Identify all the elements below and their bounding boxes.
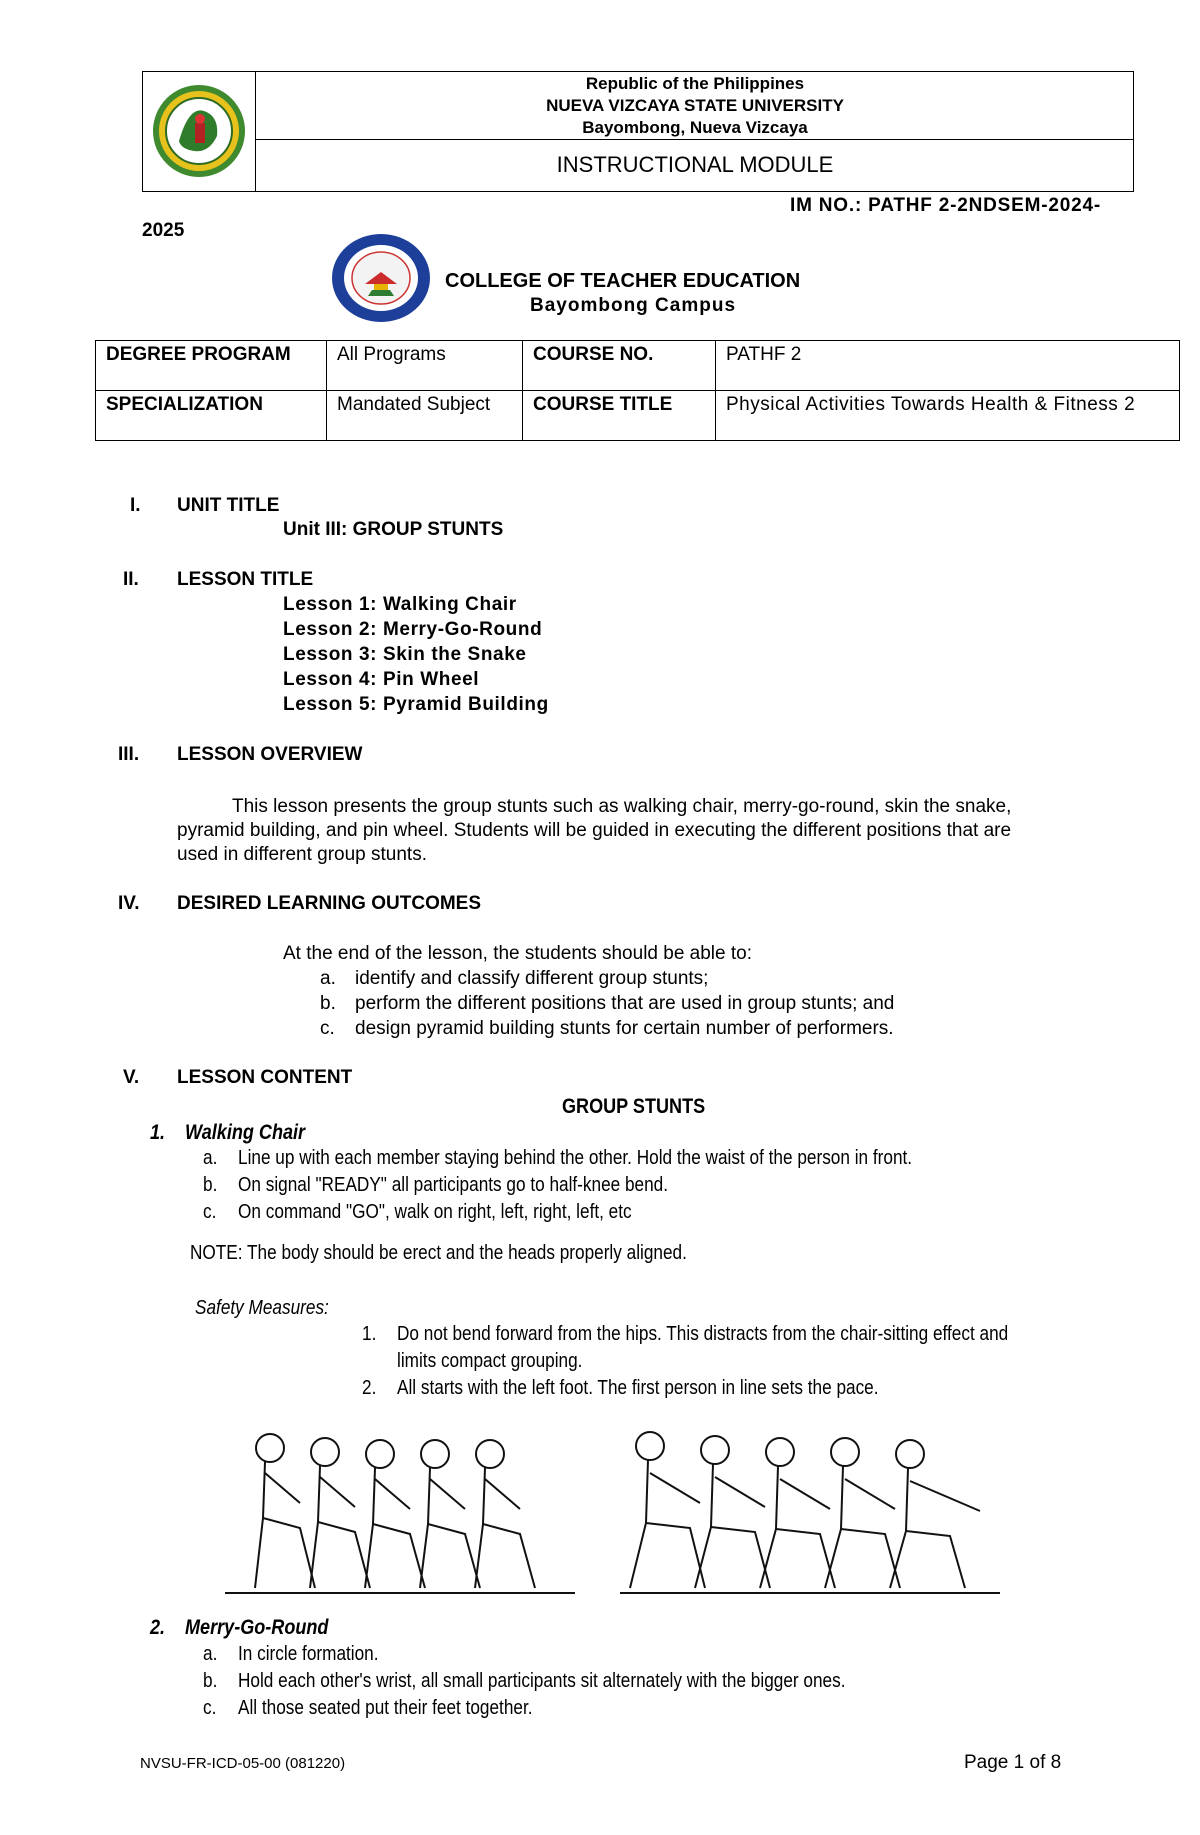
safety-text: limits compact grouping. — [397, 1350, 583, 1372]
step-text: On command "GO", walk on right, left, right, left, etc — [238, 1201, 632, 1223]
university-seal-icon — [149, 81, 249, 181]
safety-number: 1. — [362, 1323, 377, 1345]
step-text: Line up with each member staying behind the other. Hold the waist of the person in front. — [238, 1147, 913, 1169]
step-letter: b. — [203, 1670, 218, 1692]
college-name: COLLEGE OF TEACHER EDUCATION — [445, 270, 801, 292]
section-number: V. — [123, 1067, 140, 1088]
degree-program-label: DEGREE PROGRAM — [96, 341, 327, 391]
safety-number: 2. — [362, 1377, 377, 1399]
step-text: All those seated put their feet together. — [238, 1697, 533, 1719]
lesson-item: Lesson 5: Pyramid Building — [283, 694, 549, 715]
stunt-number: 1. — [150, 1121, 166, 1144]
outcomes-intro: At the end of the lesson, the students should be able to: — [283, 943, 752, 964]
step-letter: a. — [203, 1147, 218, 1169]
section-number: I. — [130, 495, 141, 516]
section-title-outcomes: DESIRED LEARNING OUTCOMES — [177, 893, 482, 914]
stunt-title: Merry-Go-Round — [185, 1616, 329, 1639]
lesson-item: Lesson 3: Skin the Snake — [283, 644, 527, 665]
course-title-value: Physical Activities Towards Health & Fitness 2 — [716, 391, 1180, 441]
step-letter: a. — [203, 1643, 218, 1665]
section-number: IV. — [118, 893, 140, 914]
unit-title: Unit III: GROUP STUNTS — [283, 519, 504, 540]
stunt-number: 2. — [150, 1616, 166, 1639]
outcome-letter: a. — [320, 968, 336, 989]
overview-line: pyramid building, and pin wheel. Students will be guided in executing the different positions that are — [177, 820, 1012, 841]
header-logo-cell — [142, 71, 256, 192]
im-year: 2025 — [142, 220, 185, 241]
outcome-text: identify and classify different group stunts; — [355, 968, 709, 989]
step-letter: b. — [203, 1174, 218, 1196]
section-number: II. — [123, 569, 139, 590]
lesson-item: Lesson 1: Walking Chair — [283, 594, 517, 615]
header-location: Bayombong, Nueva Vizcaya — [582, 118, 808, 137]
college-campus: Bayombong Campus — [530, 295, 737, 316]
section-title-unit: UNIT TITLE — [177, 495, 280, 516]
course-info-row — [96, 391, 1180, 441]
course-info-row — [96, 341, 1180, 391]
stunt-title: Walking Chair — [185, 1121, 306, 1144]
course-no-label: COURSE NO. — [523, 341, 716, 391]
lesson-item: Lesson 4: Pin Wheel — [283, 669, 480, 690]
course-title-label: COURSE TITLE — [523, 391, 716, 441]
step-text: On signal "READY" all participants go to half-knee bend. — [238, 1174, 669, 1196]
safety-text: All starts with the left foot. The first person in line sets the pace. — [397, 1377, 879, 1399]
group-stunts-heading: GROUP STUNTS — [562, 1095, 706, 1118]
lesson-item: Lesson 2: Merry-Go-Round — [283, 619, 543, 640]
overview-line: This lesson presents the group stunts such as walking chair, merry-go-round, skin the snake, — [232, 796, 1012, 817]
header-divider — [256, 139, 1134, 140]
module-title: INSTRUCTIONAL MODULE — [556, 152, 834, 177]
safety-title: Safety Measures: — [195, 1297, 329, 1319]
header-university: NUEVA VIZCAYA STATE UNIVERSITY — [546, 96, 844, 115]
outcome-letter: b. — [320, 993, 336, 1014]
step-text: Hold each other's wrist, all small participants sit alternately with the bigger ones. — [238, 1670, 846, 1692]
section-number: III. — [118, 744, 140, 765]
walking-chair-illustration — [225, 1428, 1000, 1603]
outcome-letter: c. — [320, 1018, 335, 1039]
outcome-text: perform the different positions that are used in group stunts; and — [355, 993, 895, 1014]
overview-line: used in different group stunts. — [177, 844, 427, 865]
figure-group-right — [620, 1432, 1000, 1593]
specialization-value: Mandated Subject — [327, 391, 523, 441]
course-no-value: PATHF 2 — [716, 341, 1180, 391]
step-text: In circle formation. — [238, 1643, 379, 1665]
header-republic: Republic of the Philippines — [585, 74, 805, 93]
step-letter: c. — [203, 1201, 217, 1223]
section-title-lesson: LESSON TITLE — [177, 569, 314, 590]
section-title-overview: LESSON OVERVIEW — [177, 744, 363, 765]
college-seal-icon — [330, 232, 432, 324]
im-number: IM NO.: PATHF 2-2NDSEM-2024- — [790, 195, 1101, 216]
page-number: Page 1 of 8 — [964, 1752, 1062, 1773]
form-code: NVSU-FR-ICD-05-00 (081220) — [140, 1755, 346, 1772]
section-title-content: LESSON CONTENT — [177, 1067, 353, 1088]
specialization-label: SPECIALIZATION — [96, 391, 327, 441]
degree-program-value: All Programs — [327, 341, 523, 391]
course-info-table — [95, 340, 1180, 441]
safety-text: Do not bend forward from the hips. This distracts from the chair-sitting effect and — [397, 1323, 1009, 1345]
step-letter: c. — [203, 1697, 217, 1719]
figure-group-left — [225, 1434, 575, 1593]
note-text: NOTE: The body should be erect and the heads properly aligned. — [190, 1242, 687, 1264]
outcome-text: design pyramid building stunts for certain number of performers. — [355, 1018, 894, 1039]
